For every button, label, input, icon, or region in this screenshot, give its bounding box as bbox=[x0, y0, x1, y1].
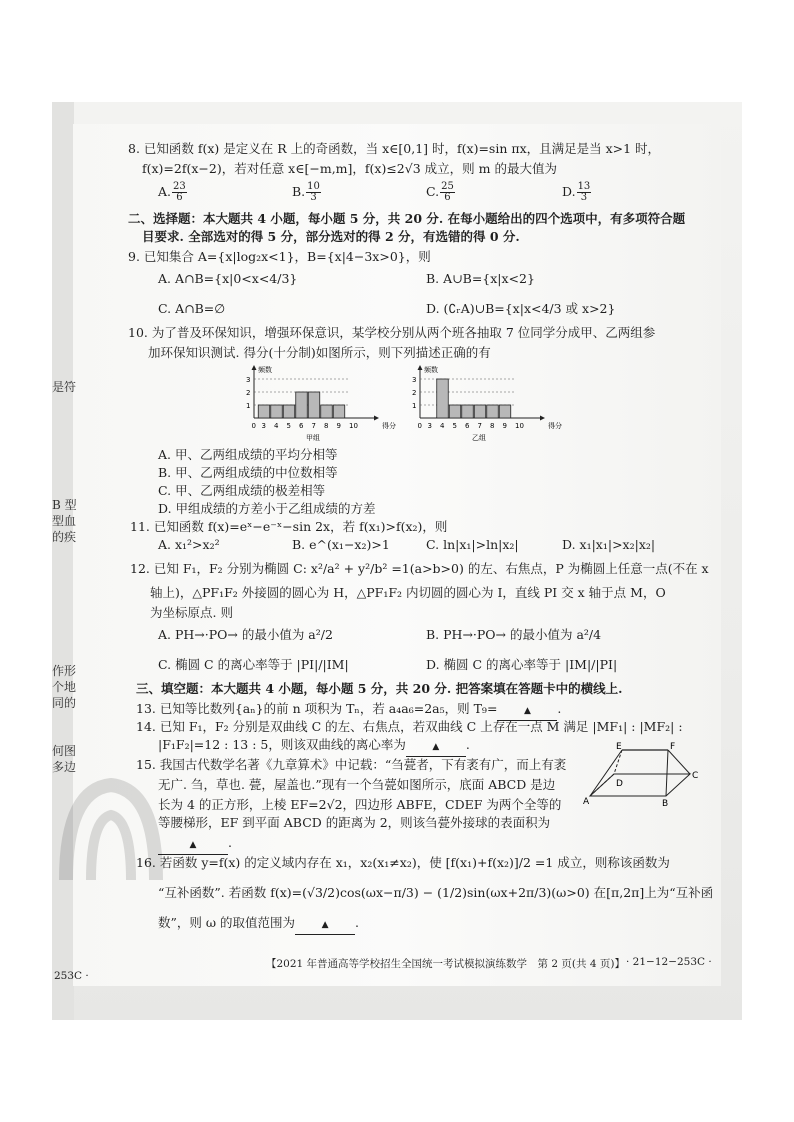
answer-blank[interactable]: ▲ bbox=[406, 738, 466, 757]
vertex-label: F bbox=[670, 742, 676, 752]
chart-title: 乙组 bbox=[472, 434, 486, 442]
q10-option-a: A. 甲、乙两组成绩的平均分相等 bbox=[158, 447, 338, 462]
prev-page-footer-code: 253C · bbox=[54, 970, 89, 982]
q9-option-b: B. A∪B={x|x<2} bbox=[426, 271, 535, 286]
bar bbox=[449, 405, 461, 418]
x-axis-label: 得分 bbox=[548, 422, 562, 430]
margin-text: B 型 bbox=[52, 498, 77, 512]
q9-stem: 9. 已知集合 A={x|log₂x<1}，B={x|4−3x>0}，则 bbox=[128, 249, 431, 264]
q15-line3: 长为 4 的正方形，上棱 EF=2√2，四边形 ABFE，CDEF 为两个全等的 bbox=[158, 797, 562, 812]
bar bbox=[283, 405, 295, 418]
chart-jia bbox=[240, 362, 410, 444]
bar bbox=[499, 405, 511, 418]
section3-heading: 三、填空题：本大题共 4 小题，每小题 5 分，共 20 分. 把答案填在答题卡中的横线上. bbox=[136, 681, 623, 696]
q16-line2: “互补函数”. 若函数 f(x)=(√3/2)cos(ωx−π/3) − (1/2)sin(ωx+2π/3)(ω>0) 在[π,2π]上为“互补函 bbox=[158, 885, 714, 900]
x-tick-label: 9 bbox=[502, 422, 507, 430]
bar bbox=[271, 405, 283, 418]
x-tick-label: 7 bbox=[311, 422, 316, 430]
q14-line2: |F₁F₂|=12 : 13 : 5，则该双曲线的离心率为 ▲ . bbox=[158, 736, 470, 757]
q12-line2: 轴上)，△PF₁F₂ 外接圆的圆心为 H，△PF₁F₂ 内切圆的圆心为 I，直线 PI 交 x 轴于点 M，O bbox=[150, 585, 666, 600]
y-axis-label: 频数 bbox=[424, 366, 438, 374]
margin-text: 型血 bbox=[52, 514, 77, 528]
chumeng-figure bbox=[582, 740, 702, 808]
margin-text: 作形 bbox=[52, 664, 77, 678]
margin-text: 个地 bbox=[52, 680, 77, 694]
bar bbox=[321, 405, 333, 418]
x-tick-label: 0 bbox=[251, 422, 256, 430]
answer-blank[interactable]: ▲ bbox=[158, 836, 228, 855]
q16-line3: 数”，则 ω 的取值范围为 ▲ . bbox=[158, 914, 359, 935]
vertex-label: C bbox=[692, 771, 699, 781]
margin-text: 的疾 bbox=[52, 530, 77, 544]
y-tick-label: 3 bbox=[246, 376, 251, 384]
q10-option-c: C. 甲、乙两组成绩的极差相等 bbox=[158, 483, 326, 498]
bar bbox=[296, 392, 308, 418]
q11-option-a: A. x₁²>x₂² bbox=[158, 537, 220, 552]
q8-option-c: C. $\frac{25}{6}$ bbox=[426, 181, 454, 203]
q8-line2: f(x)=2f(x−2)，若对任意 x∈[−m,m]，f(x)≤2√3 成立，则 m 的最大值为 bbox=[142, 161, 557, 176]
x-tick-label: 9 bbox=[336, 422, 341, 430]
vertex-label: E bbox=[616, 742, 622, 752]
page-footer-title: 【2021 年普通高等学校招生全国统一考试模拟演练数学 第 2 页(共 4 页)】 bbox=[266, 958, 625, 970]
q12-line1: 12. 已知 F₁，F₂ 分别为椭圆 C: x²/a² + y²/b² =1(a>b>0) 的左、右焦点，P 为椭圆上任意一点(不在 x bbox=[130, 561, 709, 576]
bar bbox=[487, 405, 499, 418]
q16-line1: 16. 若函数 y=f(x) 的定义域内存在 x₁，x₂(x₁≠x₂)，使 [f(x₁)+f(x₂)]/2 =1 成立，则称该函数为 bbox=[136, 855, 670, 870]
x-tick-label: 4 bbox=[274, 422, 279, 430]
x-tick-label: 4 bbox=[440, 422, 445, 430]
watermark-logo bbox=[56, 770, 166, 890]
x-tick-label: 6 bbox=[299, 422, 304, 430]
q15-line2: 无广. 刍，草也. 甍，屋盖也.”现有一个刍甍如图所示，底面 ABCD 是边 bbox=[158, 777, 556, 792]
vertex-label: A bbox=[583, 797, 590, 807]
q13: 13. 已知等比数列{aₙ}的前 n 项积为 Tₙ，若 a₄a₆=2a₅，则 T₉= ▲ . bbox=[136, 700, 561, 721]
section2-heading: 二、选择题：本大题共 4 小题，每小题 5 分，共 20 分. 在每小题给出的四个选项中，有多项符合题 bbox=[128, 211, 686, 226]
x-tick-label: 7 bbox=[477, 422, 482, 430]
q9-option-c: C. A∩B=∅ bbox=[158, 301, 226, 316]
bar bbox=[437, 379, 449, 418]
y-tick-label: 2 bbox=[412, 389, 417, 397]
q10-line2: 加环保知识测试. 得分(十分制)如图所示，则下列描述正确的有 bbox=[148, 345, 491, 360]
x-tick-label: 5 bbox=[286, 422, 291, 430]
bar bbox=[474, 405, 486, 418]
y-tick-label: 1 bbox=[412, 402, 417, 410]
q12-option-b: B. PH→·PO→ 的最小值为 a²/4 bbox=[426, 627, 602, 642]
margin-text: 多边 bbox=[52, 760, 77, 774]
q10-option-d: D. 甲组成绩的方差小于乙组成绩的方差 bbox=[158, 501, 376, 516]
bar bbox=[462, 405, 474, 418]
x-tick-label: 3 bbox=[427, 422, 432, 430]
x-axis-arrow bbox=[374, 416, 379, 421]
y-axis-arrow bbox=[252, 365, 257, 370]
page-footer-code: · 21−12−253C · bbox=[626, 956, 712, 968]
q15-line1: 15. 我国古代数学名著《九章算术》中记载：“刍甍者，下有袤有广，而上有袤 bbox=[136, 757, 567, 772]
margin-text: 同的 bbox=[52, 696, 77, 710]
bar bbox=[308, 392, 320, 418]
y-tick-label: 3 bbox=[412, 376, 417, 384]
q8-option-d: D. $\frac{13}{3}$ bbox=[562, 181, 591, 203]
y-tick-label: 2 bbox=[246, 389, 251, 397]
q12-line3: 为坐标原点. 则 bbox=[150, 605, 233, 620]
margin-text: 是符 bbox=[52, 380, 77, 394]
x-tick-label: 3 bbox=[261, 422, 266, 430]
vertex-label: D bbox=[616, 779, 623, 789]
x-tick-label: 8 bbox=[324, 422, 329, 430]
x-tick-label: 6 bbox=[465, 422, 470, 430]
section2-heading-cont: 目要求. 全部选对的得 5 分，部分选对的得 2 分，有选错的得 0 分. bbox=[142, 229, 520, 244]
q11-option-c: C. ln|x₁|>ln|x₂| bbox=[426, 537, 519, 552]
margin-text: 何图 bbox=[52, 744, 77, 758]
q11-option-b: B. e^(x₁−x₂)>1 bbox=[292, 537, 390, 552]
x-tick-label: 0 bbox=[417, 422, 422, 430]
q12-option-d: D. 椭圆 C 的离心率等于 |IM|/|PI| bbox=[426, 657, 618, 672]
q15-line4: 等腰梯形，EF 到平面 ABCD 的距离为 2，则该刍甍外接球的表面积为 bbox=[158, 815, 551, 830]
chart-yi bbox=[406, 362, 576, 444]
x-axis-arrow bbox=[540, 416, 545, 421]
x-tick-label: 10 bbox=[349, 422, 358, 430]
x-axis-label: 得分 bbox=[382, 422, 396, 430]
y-axis-arrow bbox=[418, 365, 423, 370]
y-tick-label: 1 bbox=[246, 402, 251, 410]
y-axis-label: 频数 bbox=[258, 366, 272, 374]
answer-blank[interactable]: ▲ bbox=[497, 702, 557, 721]
q10-line1: 10. 为了普及环保知识，增强环保意识，某学校分别从两个班各抽取 7 位同学分成甲、乙两组参 bbox=[128, 325, 656, 340]
x-tick-label: 8 bbox=[490, 422, 495, 430]
q8-option-a: A. $\frac{23}{6}$ bbox=[158, 181, 186, 203]
answer-blank[interactable]: ▲ bbox=[295, 916, 355, 935]
vertex-label: B bbox=[662, 799, 669, 808]
x-tick-label: 10 bbox=[515, 422, 524, 430]
q14-line1: 14. 已知 F₁，F₂ 分别是双曲线 C 的左、右焦点，若双曲线 C 上存在一点 M 满足 |MF₁| : |MF₂| : bbox=[136, 719, 683, 734]
bar bbox=[333, 405, 345, 418]
q12-option-a: A. PH→·PO→ 的最小值为 a²/2 bbox=[158, 627, 333, 642]
q10-option-b: B. 甲、乙两组成绩的中位数相等 bbox=[158, 465, 338, 480]
q9-option-a: A. A∩B={x|0<x<4/3} bbox=[158, 271, 298, 286]
q11-stem: 11. 已知函数 f(x)=eˣ−e⁻ˣ−sin 2x，若 f(x₁)>f(x₂)，则 bbox=[130, 519, 448, 534]
x-tick-label: 5 bbox=[452, 422, 457, 430]
bar bbox=[258, 405, 270, 418]
q11-option-d: D. x₁|x₁|>x₂|x₂| bbox=[562, 537, 656, 552]
q8-line1: 8. 已知函数 f(x) 是定义在 R 上的奇函数，当 x∈[0,1] 时，f(x)=sin πx，且满足是当 x>1 时， bbox=[128, 141, 661, 156]
q9-option-d: D. (∁ᵣA)∪B={x|x<4/3 或 x>2} bbox=[426, 301, 616, 316]
q8-option-b: B. $\frac{10}{3}$ bbox=[292, 181, 320, 203]
chart-title: 甲组 bbox=[306, 434, 320, 442]
q12-option-c: C. 椭圆 C 的离心率等于 |PI|/|IM| bbox=[158, 657, 349, 672]
q15-blank-line: ▲ . bbox=[158, 834, 232, 855]
